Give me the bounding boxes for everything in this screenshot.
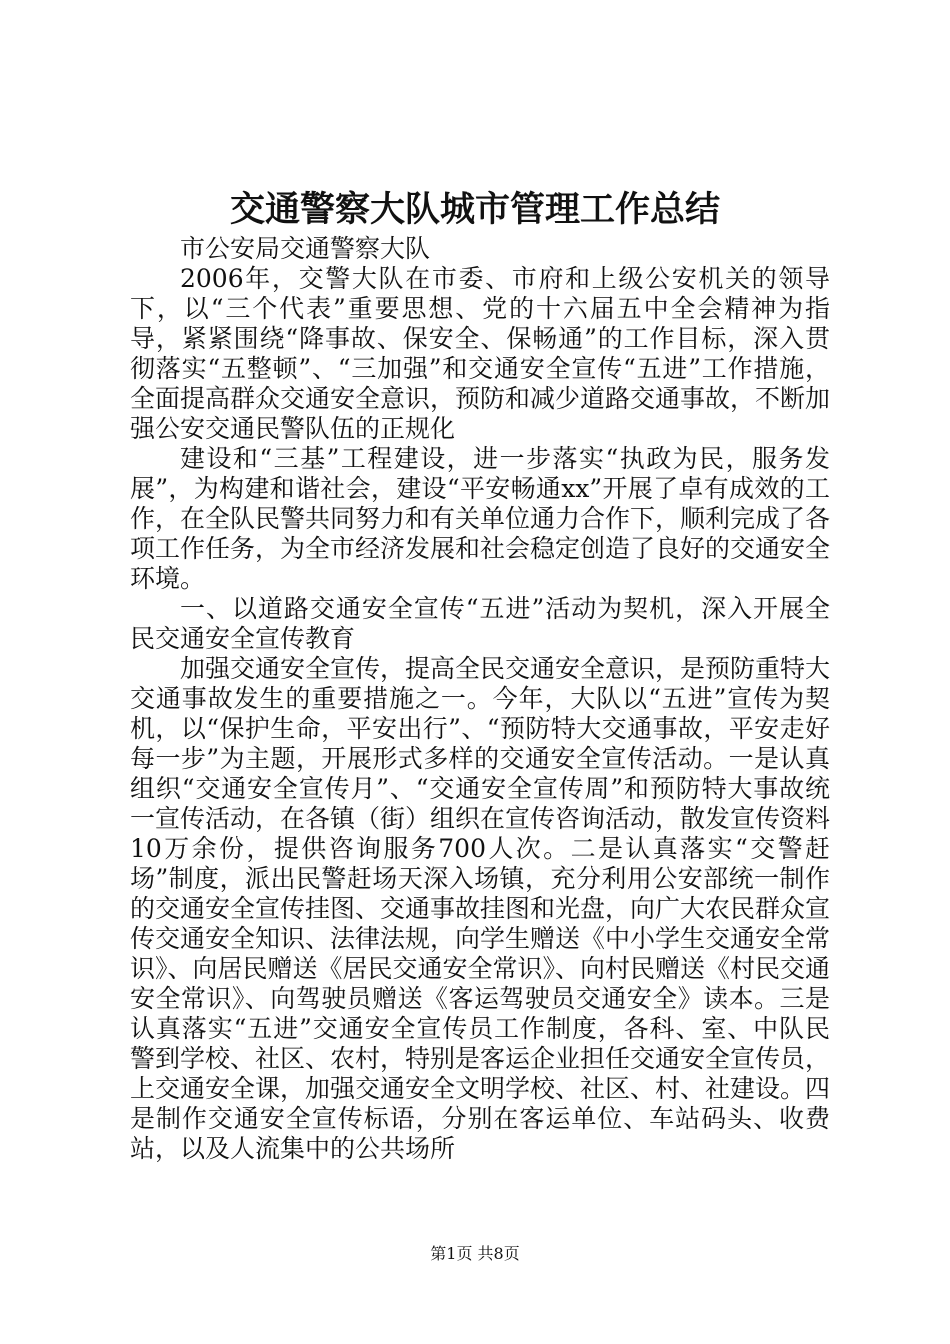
- section-heading-1: 一、以道路交通安全宣传“五进”活动为契机，深入开展全民交通安全宣传教育: [130, 594, 830, 653]
- paragraph-author: 市公安局交通警察大队: [180, 234, 431, 263]
- page-number-footer: 第1页 共8页: [430, 1244, 520, 1263]
- paragraph-intro: 2006年，交警大队在市委、市府和上级公安机关的领导下，以“三个代表”重要思想、党的十六届五中全会精神为指导，紧紧围绕“降事故、保安全、保畅通”的工作目标，深入贯彻落实“五整顿”、“三加强”和交通安全宣传“五进”工作措施，全面提高群众交通安全意识，预防和减少道路交通事故，不断加强公安交通民警队伍的正规化: [130, 264, 831, 443]
- document-body: [130, 234, 830, 1164]
- paragraph-intro-continued: 建设和“三基”工程建设，进一步落实“执政为民，服务发展”，为构建和谐社会，建设“平安畅通xx”开展了卓有成效的工作，在全队民警共同努力和有关单位通力合作下，顺利完成了各项工作任务，为全市经济发展和社会稳定创造了良好的交通安全环境。: [130, 444, 831, 593]
- paragraph-section-1: 加强交通安全宣传，提高全民交通安全意识，是预防重特大交通事故发生的重要措施之一。今年，大队以“五进”宣传为契机，以“保护生命，平安出行”、“预防特大交通事故，平安走好每一步”为主题，开展形式多样的交通安全宣传活动。一是认真组织“交通安全宣传月”、“交通安全宣传周”和预防特大事故统一宣传活动，在各镇（街）组织在宣传咨询活动，散发宣传资料10万余份，提供咨询服务700人次。二是认真落实“交警赶场”制度，派出民警赶场天深入场镇，充分利用公安部统一制作的交通安全宣传挂图、交通事故挂图和光盘，向广大农民群众宣传交通安全知识、法律法规，向学生赠送《中小学生交通安全常识》、向居民赠送《居民交通安全常识》、向村民赠送《村民交通安全常识》、向驾驶员赠送《客运驾驶员交通安全》读本。三是认真落实“五进”交通安全宣传员工作制度，各科、室、中队民警到学校、社区、农村，特别是客运企业担任交通安全宣传员，上交通安全课，加强交通安全文明学校、社区、村、社建设。四是制作交通安全宣传标语，分别在客运单位、车站码头、收费站，以及人流集中的公共场所: [130, 654, 831, 1163]
- document-title: 交通警察大队城市管理工作总结: [229, 189, 720, 230]
